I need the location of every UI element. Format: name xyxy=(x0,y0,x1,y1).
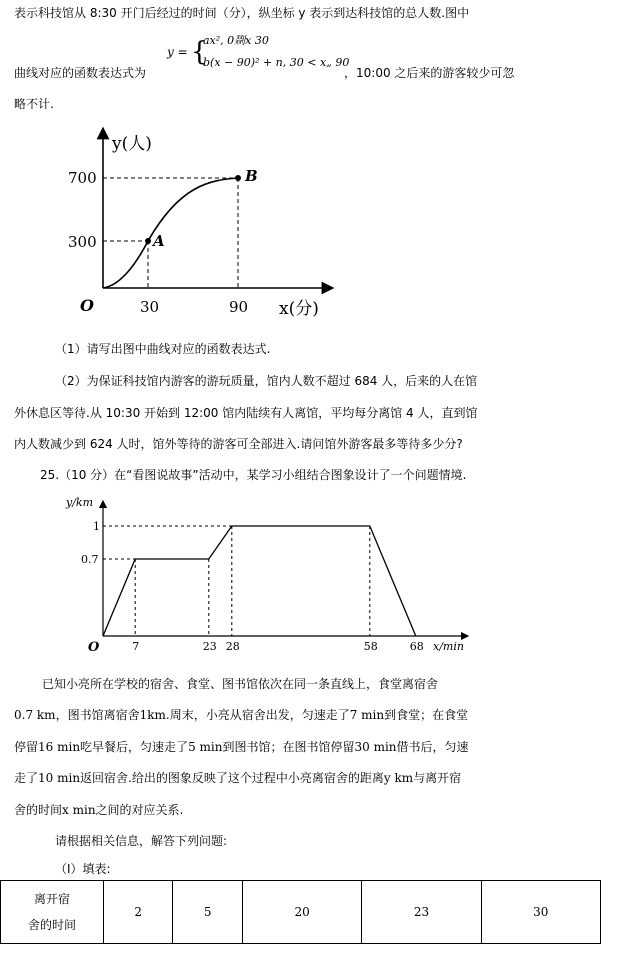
y-axis-label: y(人) xyxy=(112,134,152,154)
x-tick-label: 68 xyxy=(409,640,424,653)
formula-case-2: b(x − 90)² + n, 30 < x„ 90 xyxy=(203,56,350,69)
curve xyxy=(103,178,238,288)
text-line: 表示科技馆从 8:30 开门后经过的时间（分），纵坐标 y 表示到达科技馆的总人数.图中 xyxy=(14,6,470,20)
x-axis-label: x/min xyxy=(433,640,464,653)
formula-brace: { xyxy=(191,37,208,67)
question-2-line: 内人数减少到 624 人时，馆外等待的游客可全部进入.请问馆外游客最多等待多少分? xyxy=(14,437,463,451)
x-axis-label: x(分) xyxy=(279,299,319,319)
x-tick-label: 90 xyxy=(229,298,249,316)
story-line: 走了10 min返回宿舍.给出的图象反映了这个过程中小亮离宿舍的距离y km与离开宿 xyxy=(14,771,462,785)
origin-label: O xyxy=(88,640,100,655)
y-axis-label: y/km xyxy=(66,496,94,509)
x-tick-label: 30 xyxy=(140,298,160,316)
x-tick-label: 58 xyxy=(363,640,378,653)
text-line: 略不计. xyxy=(14,97,54,111)
origin-label: O xyxy=(80,296,94,315)
distance-time-chart xyxy=(60,490,480,655)
table-cell: 5 xyxy=(173,881,242,944)
story-line: 已知小亮所在学校的宿舍、食堂、图书馆依次在同一条直线上，食堂离宿舍 xyxy=(42,677,439,691)
point-b-label: B xyxy=(245,167,258,185)
story-line: 请根据相关信息，解答下列问题: xyxy=(55,834,228,848)
x-tick-label: 23 xyxy=(202,640,217,653)
story-line: 舍的时间x min之间的对应关系. xyxy=(14,803,184,817)
table-cell: 30 xyxy=(481,881,600,944)
table-cell: 23 xyxy=(362,881,481,944)
table-cell: 20 xyxy=(242,881,361,944)
y-tick-label: 0.7 xyxy=(81,553,99,566)
fill-in-table xyxy=(0,880,601,944)
point-b xyxy=(235,175,241,181)
table-row xyxy=(1,881,601,944)
story-line: （Ⅰ）填表: xyxy=(55,862,111,876)
y-tick-label: 700 xyxy=(68,169,97,187)
formula-case-1: ax², 0剟x 30 xyxy=(203,34,269,47)
point-a-label: A xyxy=(153,232,165,250)
text-line: ，10:00 之后来的游客较少可忽 xyxy=(344,66,515,80)
table-cell: 2 xyxy=(104,881,173,944)
question-25-heading: 25.（10 分）在“看图说故事”活动中，某学习小组结合图象设计了一个问题情境. xyxy=(40,468,467,482)
question-1: （1）请写出图中曲线对应的函数表达式. xyxy=(55,342,271,356)
text-line: 曲线对应的函数表达式为 xyxy=(14,66,147,80)
series-line xyxy=(103,526,416,636)
table-header-cell: 离开宿 舍的时间 xyxy=(1,881,104,944)
y-tick-label: 1 xyxy=(93,520,100,533)
piecewise-formula xyxy=(165,30,365,72)
formula-lhs: y = xyxy=(167,45,188,59)
point-a xyxy=(145,238,151,244)
x-tick-label: 7 xyxy=(132,640,140,653)
question-2-line: 外休息区等待.从 10:30 开始到 12:00 馆内陆续有人离馆，平均每分离馆 4 人，直到馆 xyxy=(14,406,478,420)
story-line: 0.7 km，图书馆离宿舍1km.周末，小亮从宿舍出发，匀速走了7 min到食堂；在食堂 xyxy=(14,708,469,722)
x-tick-label: 28 xyxy=(225,640,240,653)
question-2-line: （2）为保证科技馆内游客的游玩质量，馆内人数不超过 684 人，后来的人在馆 xyxy=(55,374,478,388)
visitor-chart xyxy=(60,125,340,325)
y-tick-label: 300 xyxy=(68,233,97,251)
story-line: 停留16 min吃早餐后，匀速走了5 min到图书馆；在图书馆停留30 min借书后，匀速 xyxy=(14,740,469,754)
